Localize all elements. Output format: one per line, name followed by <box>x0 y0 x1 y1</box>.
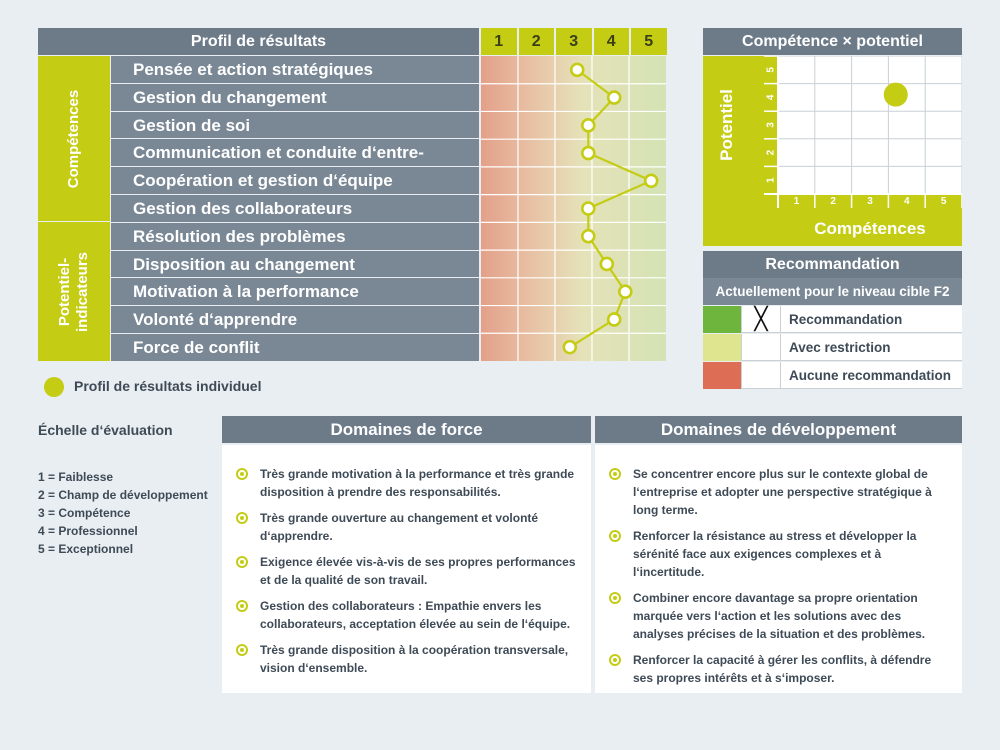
profile-row: Gestion des collaborateurs <box>111 195 479 222</box>
profile-data-point <box>582 230 594 242</box>
development-title: Domaines de développement <box>595 416 962 443</box>
bullet-icon <box>609 592 621 604</box>
strengths-title: Domaines de force <box>222 416 591 443</box>
matrix-grid <box>778 56 962 194</box>
list-item: Renforcer la capacité à gérer les conflits, à défendre ses propres intérêts et à s‘imposer. <box>609 651 950 687</box>
recommendation-label: Avec restriction <box>789 340 891 355</box>
scale-item: 2 = Champ de développement <box>38 488 208 502</box>
matrix-title: Compétence × potentiel <box>703 28 962 55</box>
profile-data-point <box>619 286 631 298</box>
scale-header-2: 2 <box>519 28 555 55</box>
list-item: Se concentrer encore plus sur le contexte global de l‘entreprise et adopter une perspective stratégique à long terme. <box>609 465 950 519</box>
profile-row: Résolution des problèmes <box>111 223 479 250</box>
profile-data-point <box>608 92 620 104</box>
list-item: Très grande disposition à la coopération transversale, vision d‘ensemble. <box>236 641 579 677</box>
matrix-y-tick-label: 2 <box>765 149 777 156</box>
checkbox-not-recommended <box>741 362 781 389</box>
bullet-icon <box>609 468 621 480</box>
bullet-icon <box>236 556 248 568</box>
matrix-x-tick-label: 1 <box>793 196 800 207</box>
recommendation-row <box>703 362 962 389</box>
profile-data-point <box>582 203 594 215</box>
recommendation-label: Aucune recommandation <box>789 368 952 383</box>
matrix-x-tick-label: 2 <box>830 196 836 207</box>
bullet-icon <box>609 654 621 666</box>
bullet-icon <box>609 530 621 542</box>
profile-title: Profil de résultats <box>38 28 479 55</box>
profile-data-point <box>571 64 583 76</box>
bullet-icon <box>236 644 248 656</box>
list-item: Combiner encore davantage sa propre orientation marquée vers l‘action et les solutions avec des analyses précises de la situation et des problèmes. <box>609 589 950 643</box>
recommendation-color-yellow <box>703 334 741 361</box>
matrix-y-tick-label: 3 <box>765 122 777 128</box>
scale-header-1: 1 <box>481 28 517 55</box>
scale-header-4: 4 <box>594 28 630 55</box>
profile-row: Pensée et action stratégiques <box>111 56 479 83</box>
category-potential: Potentiel- indicateurs <box>38 222 110 361</box>
recommendation-row <box>703 306 962 333</box>
list-item: Gestion des collaborateurs : Empathie envers les collaborateurs, acceptation élevée au sein de l‘équipe. <box>236 597 579 633</box>
profile-row: Disposition au changement <box>111 251 479 278</box>
checkbox-restricted <box>741 334 781 361</box>
scale-title: Échelle d‘évaluation <box>38 422 173 438</box>
matrix-x-tick-label: 4 <box>904 196 910 207</box>
bullet-icon <box>236 512 248 524</box>
matrix-x-label: Compétences <box>814 219 926 238</box>
recommendation-row <box>703 334 962 361</box>
profile-data-point <box>608 313 620 325</box>
profile-data-point <box>601 258 613 270</box>
recommendation-subtitle: Actuellement pour le niveau cible F2 <box>703 278 962 305</box>
legend-label: Profil de résultats individuel <box>74 378 262 394</box>
bullet-icon <box>236 600 248 612</box>
recommendation-label: Recommandation <box>789 312 903 327</box>
profile-data-point <box>582 147 594 159</box>
list-item: Renforcer la résistance au stress et développer la sérénité face aux exigences complexes et à l‘incertitude. <box>609 527 950 581</box>
profile-row: Gestion du changement <box>111 84 479 111</box>
development-panel <box>595 445 962 693</box>
profile-row: Communication et conduite d‘entre- <box>111 139 479 166</box>
recommendation-color-red <box>703 362 741 389</box>
scale-header-5: 5 <box>631 28 667 55</box>
profile-row: Volonté d‘apprendre <box>111 306 479 333</box>
scale-item: 4 = Professionnel <box>38 524 138 538</box>
strengths-panel <box>222 445 591 693</box>
scale-item: 3 = Compétence <box>38 506 131 520</box>
matrix-y-tick-label: 1 <box>765 177 777 183</box>
legend-marker <box>44 377 64 397</box>
profile-data-point <box>645 175 657 187</box>
profile-row: Gestion de soi <box>111 112 479 139</box>
profile-chart <box>481 56 666 361</box>
matrix-y-label: Potentiel <box>717 89 737 161</box>
matrix-x-tick-label: 3 <box>867 196 873 207</box>
scale-item: 1 = Faiblesse <box>38 470 114 484</box>
profile-data-point <box>564 341 576 353</box>
profile-row: Coopération et gestion d‘équipe <box>111 167 479 194</box>
profile-row: Motivation à la performance <box>111 278 479 305</box>
matrix-x-tick-label: 5 <box>940 196 947 207</box>
list-item: Exigence élevée vis-à-vis de ses propres performances et de la qualité de son travail. <box>236 553 579 589</box>
profile-row: Force de conflit <box>111 334 479 361</box>
checkbox-recommended: ╳ <box>741 306 781 333</box>
scale-item: 5 = Exceptionnel <box>38 542 134 556</box>
matrix-data-point <box>884 83 908 107</box>
recommendation-title: Recommandation <box>703 251 962 278</box>
profile-data-point <box>582 119 594 131</box>
list-item: Très grande motivation à la performance et très grande disposition à prendre des responsabilités. <box>236 465 579 501</box>
scale-header-3: 3 <box>556 28 592 55</box>
bullet-icon <box>236 468 248 480</box>
recommendation-color-green <box>703 306 741 333</box>
list-item: Très grande ouverture au changement et volonté d‘apprendre. <box>236 509 579 545</box>
matrix-y-tick-label: 4 <box>765 94 777 101</box>
category-competences: Compétences <box>38 56 110 221</box>
matrix-y-tick-label: 5 <box>765 67 777 73</box>
